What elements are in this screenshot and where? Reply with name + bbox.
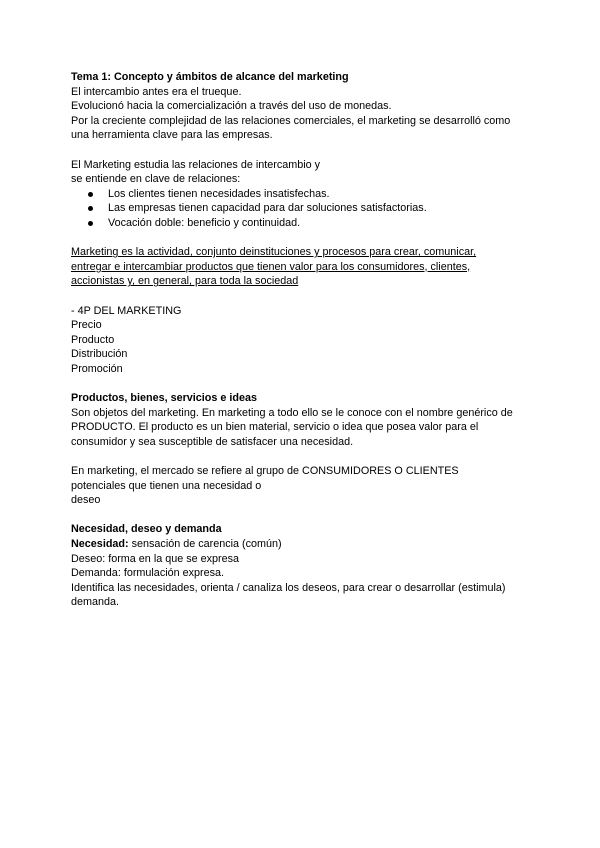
four-p-item: Promoción bbox=[71, 362, 123, 375]
text-line: demanda. bbox=[71, 596, 120, 609]
definition-line: Marketing es la actividad, conjunto deinstituciones y procesos para crear, comunicar, bbox=[71, 246, 477, 259]
need-label: Necesidad: bbox=[71, 538, 129, 550]
four-p-heading: - 4P DEL MARKETING bbox=[71, 304, 182, 317]
text-line: Evolucionó hacia la comercialización a través del uso de monedas. bbox=[71, 100, 392, 113]
text-line: Identifica las necesidades, orienta / canaliza los deseos, para crear o desarrollar (estimula) bbox=[71, 581, 506, 594]
spacer bbox=[71, 289, 541, 304]
spacer bbox=[71, 376, 541, 391]
text-line: una herramienta clave para las empresas. bbox=[71, 129, 273, 142]
spacer bbox=[71, 508, 541, 523]
bullet-dot-icon bbox=[88, 192, 93, 197]
text-line: consumidor y sea susceptible de satisfacer una necesidad. bbox=[71, 435, 354, 448]
bullet-item bbox=[71, 216, 541, 231]
text-line: El Marketing estudia las relaciones de intercambio y bbox=[71, 158, 321, 171]
need-line bbox=[71, 537, 541, 552]
text-line: El intercambio antes era el trueque. bbox=[71, 85, 242, 98]
bullet-item bbox=[71, 201, 541, 216]
document-page bbox=[71, 70, 541, 610]
bullet-text: Vocación doble: beneficio y continuidad. bbox=[108, 216, 301, 229]
text-line: Deseo: forma en la que se expresa bbox=[71, 552, 240, 565]
bullet-text: Las empresas tienen capacidad para dar soluciones satisfactorias. bbox=[108, 202, 427, 215]
spacer bbox=[71, 449, 541, 464]
text-line: Demanda: formulación expresa. bbox=[71, 567, 225, 580]
bullet-dot-icon bbox=[88, 206, 93, 211]
four-p-item: Precio bbox=[71, 319, 102, 332]
spacer bbox=[71, 231, 541, 246]
text-line: potenciales que tienen una necesidad o bbox=[71, 479, 262, 492]
text-line: Son objetos del marketing. En marketing a todo ello se le conoce con el nombre genérico de bbox=[71, 406, 513, 419]
text-line: Por la creciente complejidad de las relaciones comerciales, el marketing se desarrolló como bbox=[71, 114, 511, 127]
definition-line: accionistas y, en general, para toda la sociedad bbox=[71, 275, 299, 288]
spacer bbox=[71, 143, 541, 158]
four-p-item: Distribución bbox=[71, 348, 128, 361]
text-line: se entiende en clave de relaciones: bbox=[71, 173, 241, 186]
text-line: PRODUCTO. El producto es un bien material, servicio o idea que posea valor para el bbox=[71, 421, 479, 434]
text-line: En marketing, el mercado se refiere al grupo de CONSUMIDORES O CLIENTES bbox=[71, 465, 459, 478]
section-title-productos: Productos, bienes, servicios e ideas bbox=[71, 392, 258, 405]
bullet-list bbox=[71, 187, 541, 231]
need-text: sensación de carencia (común) bbox=[128, 538, 282, 550]
four-p-item: Producto bbox=[71, 333, 115, 346]
definition-line: entregar e intercambiar productos que tienen valor para los consumidores, clientes, bbox=[71, 260, 471, 273]
bullet-dot-icon bbox=[88, 221, 93, 226]
section-title-necesidad: Necesidad, deseo y demanda bbox=[71, 523, 222, 536]
text-line: deseo bbox=[71, 494, 101, 507]
section-title-concepto: Tema 1: Concepto y ámbitos de alcance del marketing bbox=[71, 71, 349, 83]
bullet-text: Los clientes tienen necesidades insatisfechas. bbox=[108, 187, 330, 200]
bullet-item bbox=[71, 187, 541, 202]
